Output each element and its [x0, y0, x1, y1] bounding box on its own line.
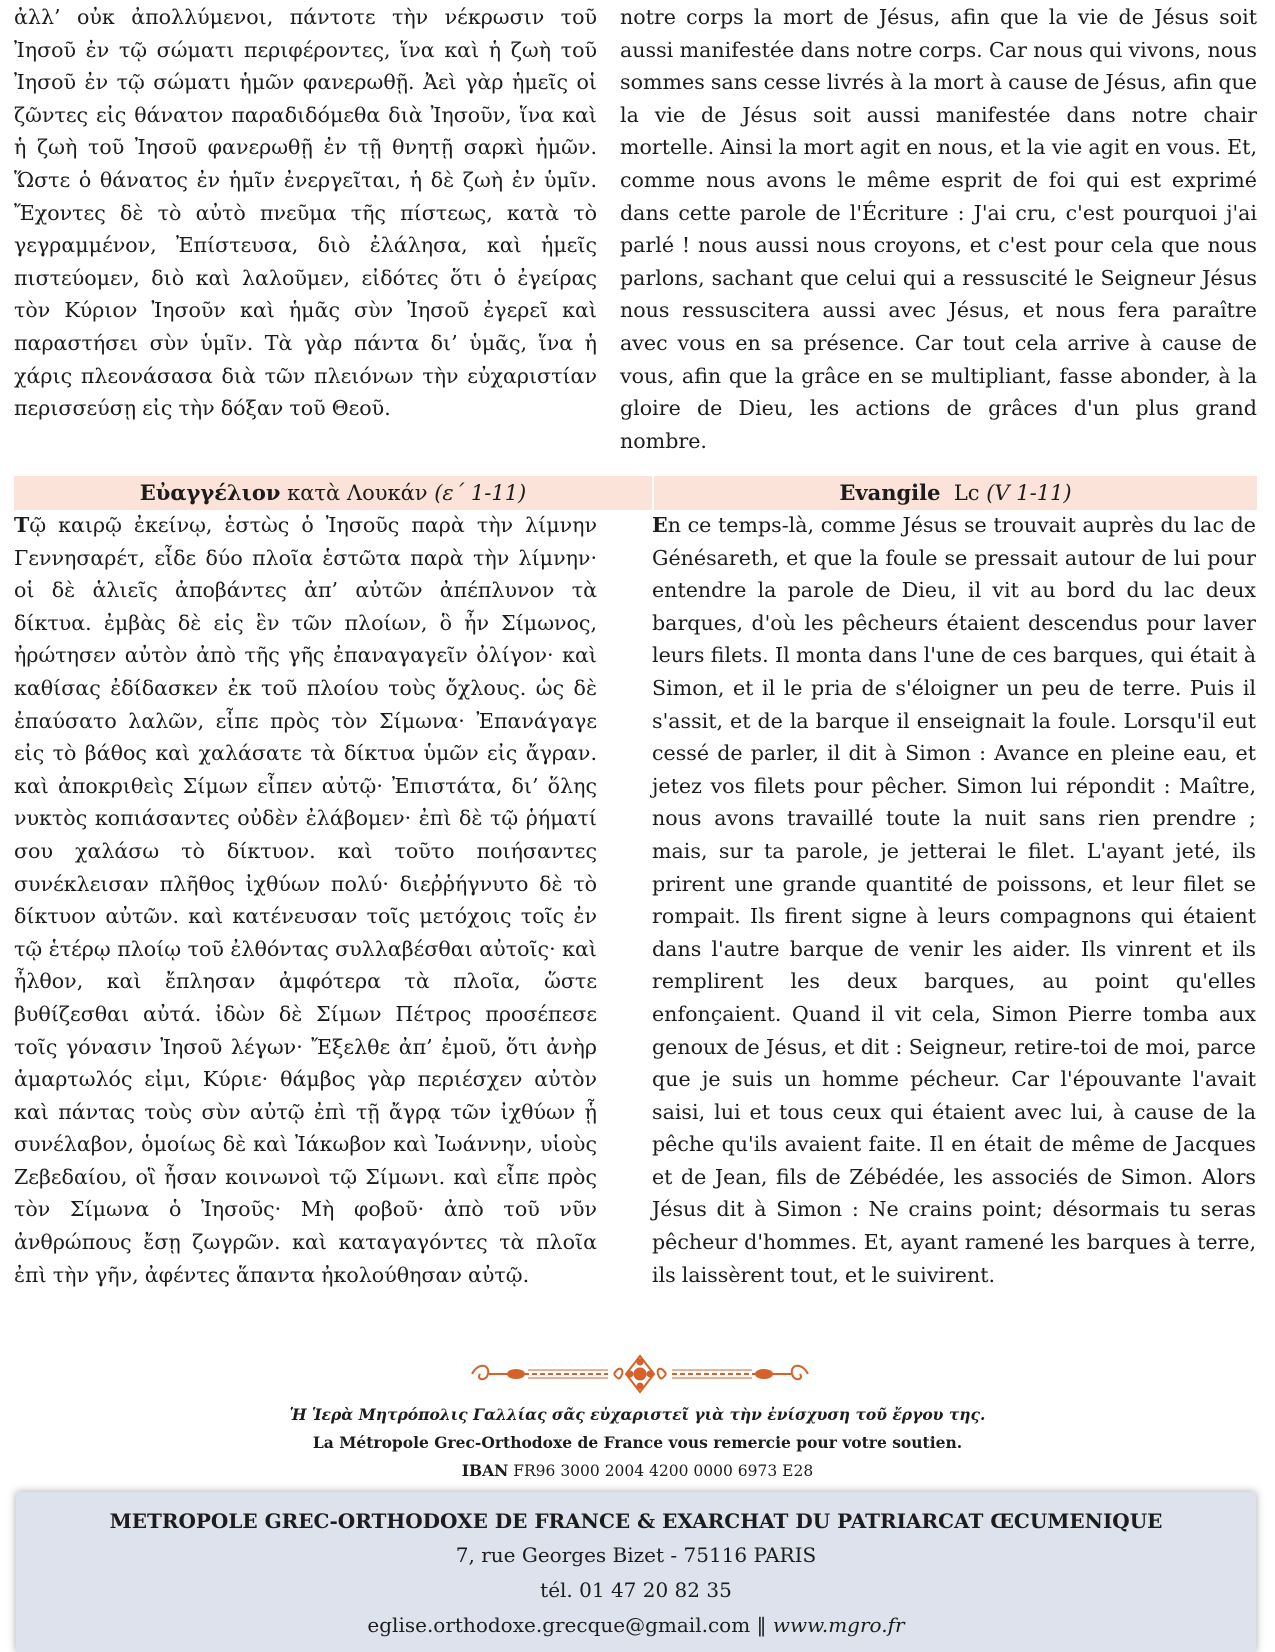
footer-email[interactable]: eglise.orthodoxe.grecque@gmail.com	[367, 1613, 751, 1637]
ornament-right	[672, 1366, 808, 1380]
footer-phone: tél. 01 47 20 82 35	[540, 1578, 732, 1602]
gospel-greek-header	[14, 476, 652, 510]
footer-separator: ‖	[750, 1613, 773, 1637]
iban-value: FR96 3000 2004 4200 0000 6973 E28	[508, 1462, 814, 1480]
epistle-french-text	[620, 1, 1257, 457]
gospel-french-header	[654, 476, 1257, 510]
gospel-greek-initial: Τ	[14, 513, 30, 537]
gospel-french-initial: E	[652, 513, 668, 537]
gospel-french-header-text: Lc	[940, 481, 987, 505]
gospel-greek-paragraph	[14, 509, 597, 1291]
gospel-greek-header-ref: (ε΄ 1-11)	[434, 481, 527, 505]
iban-label: IBAN	[461, 1461, 509, 1480]
floral-divider-icon	[468, 1354, 812, 1394]
gospel-greek-text	[14, 509, 597, 1291]
footer-box	[16, 1492, 1256, 1652]
epistle-french-paragraph: notre corps la mort de Jésus, afin que la vie de Jésus soit aussi manifestée dans notre corps. Car nous qui vivons, nous sommes sans cesse livrés à la mort à cause de Jésus, afin que la vie de Jésus soit aussi manifestée dans notre chair mortelle. Ainsi la mort agit en nous, et la vie agit en vous. Et, comme nous avons le même esprit de foi qui est exprimé dans cette parole de l'Écriture : J'ai cru, c'est pourquoi j'ai parlé ! nous aussi nous croyons, et c'est pour cela que nous parlons, sachant que celui qui a ressuscité le Seigneur Jésus nous ressuscitera aussi avec Jésus, et nous fera paraître avec vous en sa présence. Car tout cela arrive à cause de vous, afin que la grâce en se multipliant, fasse abonder, à la gloire de Dieu, les actions de grâces d'un plus grand nombre.	[620, 5, 1257, 453]
thanks-greek: Ἡ Ἱερὰ Μητρόπολις Γαλλίας σᾶς εὐχαριστεῖ γιὰ τὴν ἐνίσχυση τοῦ ἔργου της.	[289, 1405, 986, 1424]
thanks-block	[0, 1401, 1275, 1485]
ornament-center	[614, 1356, 666, 1392]
gospel-greek-body: ῷ καιρῷ ἐκείνῳ, ἑστὼς ὁ Ἰησοῦς παρὰ τὴν λίμνην Γεννησαρέτ, εἶδε δύο πλοῖα ἑστῶτα παρὰ τὴν λίμνην· οἱ δὲ ἁλιεῖς ἀποβάντες ἀπ’ αὐτῶν ἀπέπλυνον τὰ δίκτυα. ἐμβὰς δὲ εἰς ἓν τῶν πλοίων, ὃ ἦν Σίμωνος, ἠρώτησεν αὐτὸν ἀπὸ τῆς γῆς ἐπαναγαγεῖν ὀλίγον· καὶ καθίσας ἐδίδασκεν ἐκ τοῦ πλοίου τοὺς ὄχλους. ὡς δὲ ἐπαύσατο λαλῶν, εἶπε πρὸς τὸν Σίμωνα· Ἐπανάγαγε εἰς τὸ βάθος καὶ χαλάσατε τὰ δίκτυα ὑμῶν εἰς ἄγραν. καὶ ἀποκριθεὶς Σίμων εἶπεν αὐτῷ· Ἐπιστάτα, δι’ ὅλης νυκτὸς κοπιάσαντες οὐδὲν ἐλάβομεν· ἐπὶ δὲ τῷ ῥήματί σου χαλάσω τὸ δίκτυον. καὶ τοῦτο ποιήσαντες συνέκλεισαν πλῆθος ἰχθύων πολύ· διεῤῥήγνυτο δὲ τὸ δίκτυον αὐτῶν. καὶ κατένευσαν τοῖς μετόχοις τοῖς ἐν τῷ ἑτέρῳ πλοίῳ τοῦ ἐλθόντας συλλαβέσθαι αὐτοῖς· καὶ ἦλθον, καὶ ἔπλησαν ἀμφότερα τὰ πλοῖα, ὥστε βυθίζεσθαι αὐτά. ἰδὼν δὲ Σίμων Πέτρος προσέπεσε τοῖς γόνασιν Ἰησοῦ λέγων· Ἔξελθε ἀπ’ ἐμοῦ, ὅτι ἀνὴρ ἁμαρτωλός εἰμι, Κύριε· θάμβος γὰρ περιέσχεν αὐτὸν καὶ πάντας τοὺς σὺν αὐτῷ ἐπὶ τῇ ἄγρᾳ τῶν ἰχθύων ᾗ συνέλαβον, ὁμοίως δὲ καὶ Ἰάκωβον καὶ Ἰωάννην, υἱοὺς Ζεβεδαίου, οἳ ἦσαν κοινωνοὶ τῷ Σίμωνι. καὶ εἶπε πρὸς τὸν Σίμωνα ὁ Ἰησοῦς· Μὴ φοβοῦ· ἀπὸ τοῦ νῦν ἀνθρώπους ἔσῃ ζωγρῶν. καὶ καταγαγόντες τὰ πλοῖα ἐπὶ τὴν γῆν, ἀφέντες ἅπαντα ἠκολούθησαν αὐτῷ.	[14, 513, 597, 1287]
epistle-greek-paragraph: ἀλλ’ οὐκ ἀπολλύμενοι, πάντοτε τὴν νέκρωσιν τοῦ Ἰησοῦ ἐν τῷ σώματι περιφέροντες, ἵνα καὶ ἡ ζωὴ τοῦ Ἰησοῦ ἐν τῷ σώματι ἡμῶν φανερωθῇ. Ἀεὶ γὰρ ἡμεῖς οἱ ζῶντες εἰς θάνατον παραδιδόμεθα διὰ Ἰησοῦν, ἵνα καὶ ἡ ζωὴ τοῦ Ἰησοῦ φανερωθῇ ἐν τῇ θνητῇ σαρκὶ ἡμῶν. Ὥστε ὁ θάνατος ἐν ἡμῖν ἐνεργεῖται, ἡ δὲ ζωὴ ἐν ὑμῖν. Ἔχοντες δὲ τὸ αὐτὸ πνεῦμα τῆς πίστεως, κατὰ τὸ γεγραμμένον, Ἐπίστευσα, διὸ ἐλάλησα, καὶ ἡμεῖς πιστεύομεν, διὸ καὶ λαλοῦμεν, εἰδότες ὅτι ὁ ἐγείρας τὸν Κύριον Ἰησοῦν καὶ ἡμᾶς σὺν Ἰησοῦ ἐγερεῖ καὶ παραστήσει σὺν ὑμῖν. Τὰ γὰρ πάντα δι’ ὑμᾶς, ἵνα ἡ χάρις πλεονάσασα διὰ τῶν πλειόνων τὴν εὐχαριστίαν περισσεύσῃ εἰς τὴν δόξαν τοῦ Θεοῦ.	[14, 5, 597, 421]
gospel-french-text	[652, 509, 1256, 1291]
footer-website[interactable]: www.mgro.fr	[772, 1613, 905, 1637]
footer-contact	[16, 1608, 1256, 1643]
epistle-greek-text	[14, 1, 597, 425]
thanks-french: La Métropole Grec-Orthodoxe de France vous remercie pour votre soutien.	[312, 1433, 963, 1452]
ornament-left	[472, 1366, 608, 1380]
gospel-french-body: n ce temps-là, comme Jésus se trouvait auprès du lac de Génésareth, et que la foule se pressait autour de lui pour entendre la parole de Dieu, il vit au bord du lac deux barques, d'où les pêcheurs étaient descendus pour laver leurs filets. Il monta dans l'une de ces barques, qui était à Simon, et il le pria de s'éloigner un peu de terre. Puis il s'assit, et de la barque il enseignait la foule. Lorsqu'il eut cessé de parler, il dit à Simon : Avance en pleine eau, et jetez vos filets pour pêcher. Simon lui répondit : Maître, nous avons travaillé toute la nuit sans rien prendre ; mais, sur ta parole, je jetterai le filet. L'ayant jeté, ils prirent une grande quantité de poissons, et leur filet se rompait. Ils firent signe à leurs compagnons qui étaient dans l'autre barque de venir les aider. Ils vinrent et ils remplirent les deux barques, au point qu'elles enfonçaient. Quand il vit cela, Simon Pierre tomba aux genoux de Jésus, et dit : Seigneur, retire-toi de moi, parce que je suis un homme pécheur. Car l'épouvante l'avait saisi, lui et tous ceux qui étaient avec lui, à cause de la pêche qu'ils avaient faite. Il en était de même de Jacques et de Jean, fils de Zébédée, les associés de Simon. Alors Jésus dit à Simon : Ne crains point; désormais tu seras pêcheur d'hommes. Et, ayant ramené les barques à terre, ils laissèrent tout, et le suivirent.	[652, 513, 1256, 1287]
gospel-french-header-ref: (V 1-11)	[986, 481, 1072, 505]
gospel-greek-header-text: κατὰ Λουκάν	[280, 481, 435, 505]
iban-line	[0, 1457, 1275, 1485]
gospel-french-header-title: Evangile	[839, 480, 941, 505]
gospel-greek-header-title: Εὐαγγέλιον	[139, 480, 281, 505]
gospel-french-paragraph	[652, 509, 1256, 1291]
footer-title: METROPOLE GREC-ORTHODOXE DE FRANCE & EXARCHAT DU PATRIARCAT ŒCUMENIQUE	[109, 1509, 1163, 1533]
footer-address: 7, rue Georges Bizet - 75116 PARIS	[455, 1543, 817, 1567]
